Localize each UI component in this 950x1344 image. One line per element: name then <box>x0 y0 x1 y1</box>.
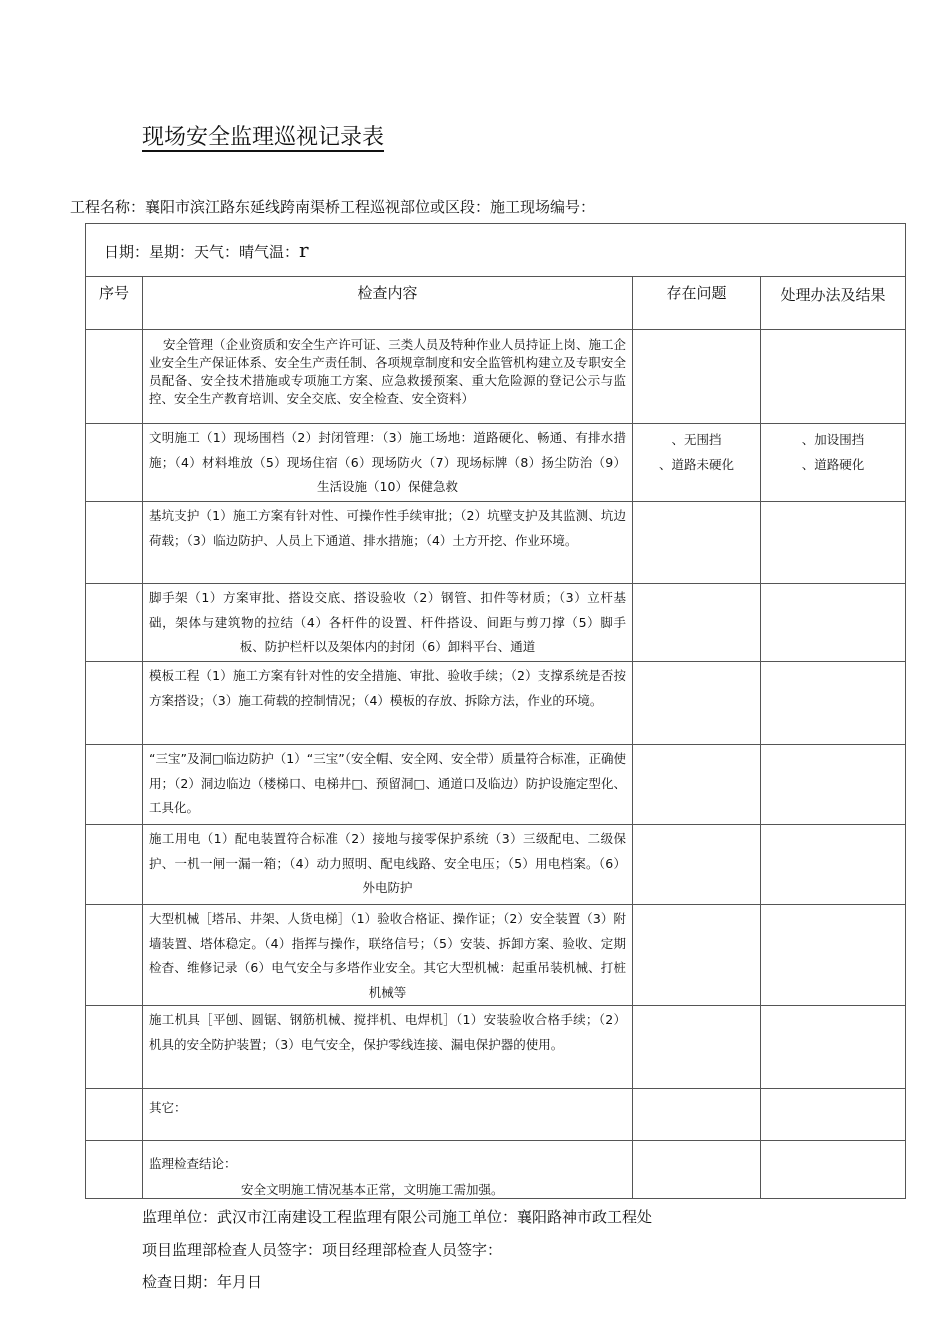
seq-cell <box>86 584 143 662</box>
table-row <box>86 584 906 662</box>
page-title: 现场安全监理巡视记录表 <box>142 125 385 150</box>
check-content-formwork: 模板工程（1）施工方案有针对性的安全措施、审批、验收手续；（2）支撑系统是否按方案搭设；（3）施工荷载的控制情况；（4）模板的存放、拆除方法，作业的环境。 <box>143 662 633 745</box>
check-content-civilized-construction: 文明施工（1）现场围档（2）封闭管理：（3）施工场地：道路硬化、畅通、有排水措施；（4）材料堆放（5）现场住宿（6）现场防火（7）现场标牌（8）扬尘防治（9）生活设施（10）保健急救 <box>143 424 633 502</box>
action-cell[interactable] <box>761 502 906 584</box>
conclusion-label: 监理检查结论： <box>149 1156 237 1171</box>
check-content-large-machinery: 大型机械［塔吊、井架、人货电梯］（1）验收合格证、操作证；（2）安全装置（3）附墙装置、塔体稳定。（4）指挥与操作，联络信号；（5）安装、拆卸方案、验收、定期检杳、维修记录（6）电气安全与多塔作业安全。其它大型机械：起重吊装机械、打桩机械等 <box>143 905 633 1006</box>
action-line: 、加设围挡 <box>801 432 865 447</box>
check-content-construction-tools: 施工机具［平刨、圆锯、钢筋机械、搅拌机、电焊机］（1）安装验收合格手续；（2）机具的安全防护装置；（3）电气安全，保护零线连接、漏电保护器的使用。 <box>143 1006 633 1089</box>
table-row <box>86 424 906 502</box>
date-weather-line: 日期：星期：天气：晴气温： <box>104 243 300 261</box>
header-content: 检查内容 <box>143 277 633 330</box>
issue-cell[interactable] <box>633 825 761 905</box>
conclusion-text: 安全文明施工情况基本正常，文明施工需加强。 <box>241 1182 504 1197</box>
supervision-and-construction-units: 监理单位：武汉市江南建设工程监理有限公司施工单位：襄阳路神市政工程处 <box>142 1208 653 1226</box>
date-row <box>86 224 906 277</box>
issue-cell[interactable] <box>633 745 761 825</box>
conclusion-cell <box>143 1141 633 1199</box>
seq-cell <box>86 662 143 745</box>
table-row <box>86 502 906 584</box>
table-row <box>86 745 906 825</box>
issue-cell[interactable] <box>633 502 761 584</box>
seq-cell <box>86 825 143 905</box>
issue-cell[interactable] <box>633 662 761 745</box>
action-cell[interactable] <box>761 1089 906 1141</box>
seq-cell <box>86 1141 143 1199</box>
check-content-three-treasures: “三宝”及洞□临边防护（1）“三宝”（安全帽、安全网、安全带）质量符合标准，正确使用；（2）洞边临边（楼梯口、电梯井□、预留洞□、通道口及临边）防护设施定型化、工具化。 <box>143 745 633 825</box>
issue-cell[interactable] <box>633 1089 761 1141</box>
issue-cell[interactable] <box>633 1006 761 1089</box>
temperature-mark: r <box>299 238 309 262</box>
seq-cell <box>86 330 143 424</box>
check-content-safety-management: 安全管理（企业资质和安全生产许可证、三类人员及特种作业人员持证上岗、施工企业安全生产保证体系、安全生产责任制、各项规章制度和安全监管机构建立及专职安全员配备、安全技术措施或专项施工方案、应急救援预案、重大危险源的登记公示与监控、安全生产教育培训、安全交底、安全检查、安全资料） <box>143 330 633 424</box>
seq-cell <box>86 1089 143 1141</box>
other-label: 其它： <box>143 1089 633 1141</box>
project-info-line: 工程名称：襄阳市滨江路东延线跨南渠桥工程巡视部位或区段：施工现场编号： <box>70 198 596 216</box>
table-row <box>86 330 906 424</box>
check-content-electricity: 施工用电（1）配电装置符合标准（2）接地与接零保护系统（3）三级配电、二级保护、一机一闸一漏一箱；（4）动力照明、配电线路、安全电压；（5）用电档案。（6）外电防护 <box>143 825 633 905</box>
header-issues: 存在问题 <box>633 277 761 330</box>
action-cell[interactable] <box>761 1141 906 1199</box>
header-seq: 序号 <box>86 277 143 330</box>
issue-line: 、无围挡 <box>671 432 722 447</box>
action-cell[interactable] <box>761 584 906 662</box>
check-content-foundation-pit: 基坑支护（1）施工方案有针对性、可操作性手续审批；（2）坑壁支护及其监测、坑边荷载；（3）临边防护、人员上下通道、排水措施；（4）土方开挖、作业环境。 <box>143 502 633 584</box>
table-row <box>86 825 906 905</box>
action-line: 、道路硬化 <box>801 456 865 472</box>
action-cell[interactable] <box>761 424 906 502</box>
seq-cell <box>86 502 143 584</box>
check-date: 检查日期：年月日 <box>142 1273 263 1291</box>
issue-cell[interactable] <box>633 424 761 502</box>
inspector-signatures: 项目监理部检查人员签字：项目经理部检查人员签字： <box>142 1241 503 1259</box>
date-cell <box>86 224 906 277</box>
action-cell[interactable] <box>761 1006 906 1089</box>
inspection-table <box>85 223 906 1199</box>
table-row <box>86 905 906 1006</box>
table-row <box>86 662 906 745</box>
seq-cell <box>86 745 143 825</box>
seq-cell <box>86 905 143 1006</box>
issue-cell[interactable] <box>633 905 761 1006</box>
header-row <box>86 277 906 330</box>
action-cell[interactable] <box>761 825 906 905</box>
issue-cell[interactable] <box>633 584 761 662</box>
header-actions: 处理办法及结果 <box>761 277 906 330</box>
issue-cell[interactable] <box>633 1141 761 1199</box>
seq-cell <box>86 424 143 502</box>
action-cell[interactable] <box>761 330 906 424</box>
check-content-scaffolding: 脚手架（1）方案审批、搭设交底、搭设验收（2）钢管、扣件等材质；（3）立杆基础，架体与建筑物的拉结（4）各杆件的设置、杆件搭设、间距与剪刀撑（5）脚手板、防护栏杆以及架体内的封闭（6）卸料平台、通道 <box>143 584 633 662</box>
table-row-conclusion <box>86 1141 906 1199</box>
table-row-other <box>86 1089 906 1141</box>
action-cell[interactable] <box>761 745 906 825</box>
action-cell[interactable] <box>761 662 906 745</box>
table-row <box>86 1006 906 1089</box>
issue-line: 、道路未硬化 <box>658 456 734 472</box>
action-cell[interactable] <box>761 905 906 1006</box>
seq-cell <box>86 1006 143 1089</box>
issue-cell[interactable] <box>633 330 761 424</box>
